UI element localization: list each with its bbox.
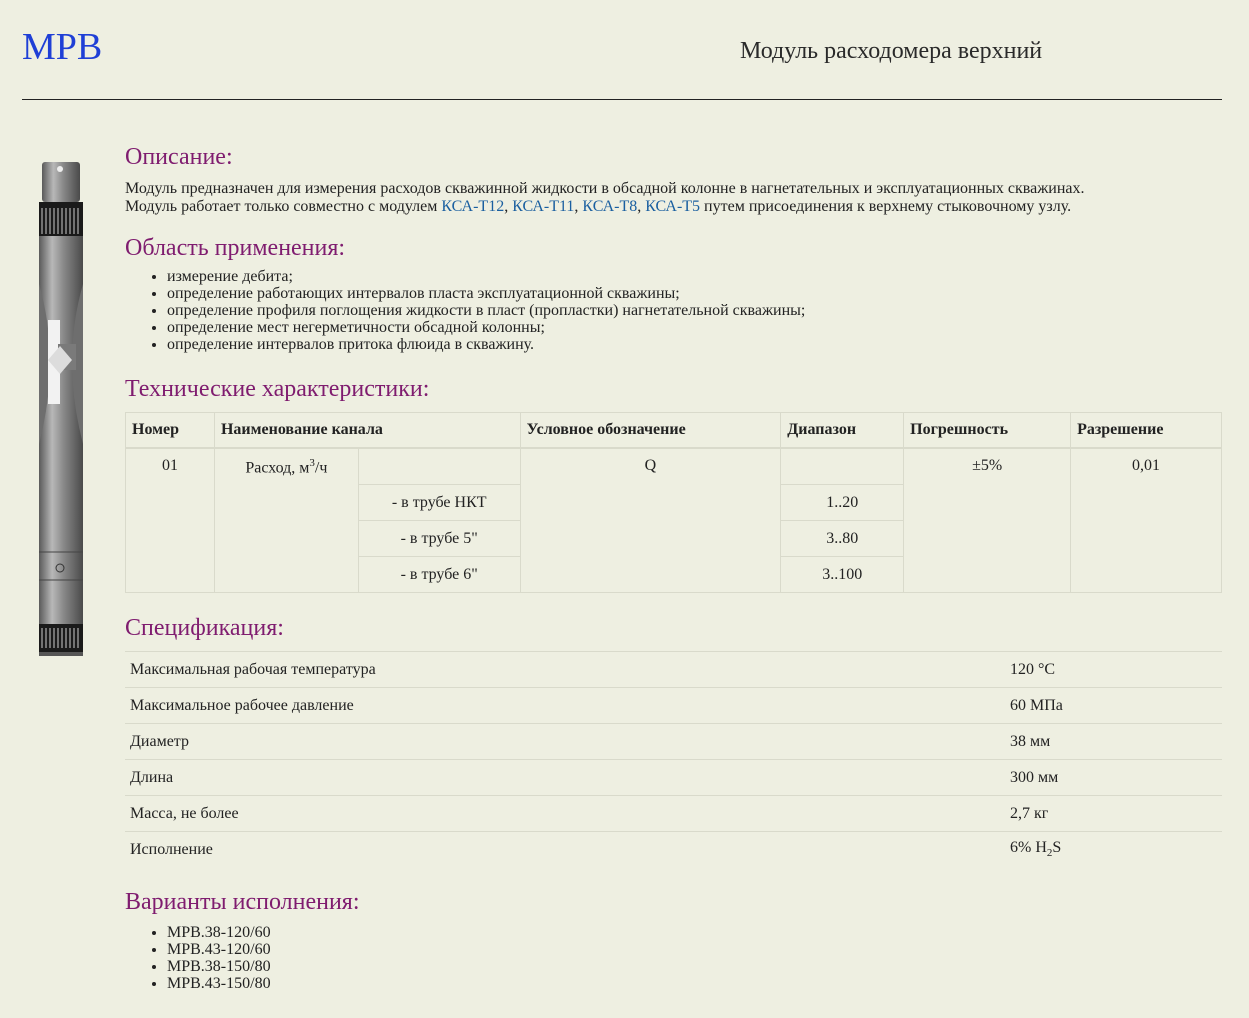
- description-heading: Описание:: [125, 144, 233, 170]
- list-item: • определение работающих интервалов пласта эксплуатационной скважины;: [167, 285, 1222, 302]
- header-divider: [22, 99, 1222, 100]
- table-row: [125, 688, 1222, 724]
- link-ksa-t8[interactable]: КСА-Т8: [582, 198, 638, 215]
- logo[interactable]: МРВ: [22, 26, 103, 68]
- link-ksa-t11[interactable]: КСА-Т11: [512, 198, 575, 215]
- table-row: [125, 652, 1222, 688]
- list-item: • МРВ.43-120/60: [167, 941, 1222, 958]
- spec-value: 6% $H_2S$: [1005, 832, 1222, 868]
- table-row: [125, 796, 1222, 832]
- spec-table: [125, 651, 1222, 867]
- cell-number: 01: [126, 448, 215, 593]
- spec-name: Масса, не более: [125, 796, 1005, 832]
- header-channel: Наименование канала: [214, 413, 520, 449]
- variants-list: [125, 924, 1222, 992]
- cell-symbol: Q: [520, 448, 781, 593]
- cell-range-empty: [781, 448, 904, 485]
- cell-range: 1..20: [781, 485, 904, 521]
- spec-name: Длина: [125, 760, 1005, 796]
- list-item: • МРВ.38-120/60: [167, 924, 1222, 941]
- header-range: Диапазон: [781, 413, 904, 449]
- application-list: [125, 268, 1222, 353]
- cell-range: 3..80: [781, 521, 904, 557]
- spec-name: Диаметр: [125, 724, 1005, 760]
- spec-heading: Спецификация:: [125, 615, 284, 641]
- table-row: [125, 760, 1222, 796]
- application-heading: Область применения:: [125, 235, 346, 261]
- cell-channel: Расход, $м^3/ч$: [214, 448, 358, 593]
- cell-subchannel-empty: [358, 448, 520, 485]
- description-line-1: Модуль предназначен для измерения расходов скважинной жидкости в обсадной колонне в нагнетательных и эксплуатационных скважинах.: [125, 180, 1085, 197]
- header-error: Погрешность: [904, 413, 1071, 449]
- list-item: • определение мест негерметичности обсадной колонны;: [167, 319, 1222, 336]
- cell-error: ±5%: [904, 448, 1071, 593]
- variants-heading: Варианты исполнения:: [125, 889, 360, 915]
- link-ksa-t5[interactable]: КСА-Т5: [645, 198, 701, 215]
- list-item: • МРВ.38-150/80: [167, 958, 1222, 975]
- tech-heading: Технические характеристики:: [125, 376, 430, 402]
- link-ksa-t12[interactable]: КСА-Т12: [441, 198, 505, 215]
- list-item: • определение профиля поглощения жидкости в пласт (пропластки) нагнетательной скважины;: [167, 302, 1222, 319]
- header-resolution: Разрешение: [1071, 413, 1222, 449]
- spec-value: 38 мм: [1005, 724, 1222, 760]
- spec-value: 2,7 кг: [1005, 796, 1222, 832]
- table-header-row: [126, 413, 1222, 449]
- spec-value: 60 МПа: [1005, 688, 1222, 724]
- table-row: [126, 448, 1222, 485]
- spec-value: 120 °C: [1005, 652, 1222, 688]
- cell-subchannel: - в трубе 6": [358, 557, 520, 593]
- spec-name: Максимальное рабочее давление: [125, 688, 1005, 724]
- list-item: • измерение дебита;: [167, 268, 1222, 285]
- cell-range: 3..100: [781, 557, 904, 593]
- main-content: [125, 140, 1222, 992]
- list-item: • определение интервалов притока флюида в скважину.: [167, 336, 1222, 353]
- tech-table: [125, 412, 1222, 593]
- spec-name: Исполнение: [125, 832, 1005, 868]
- cell-resolution: 0,01: [1071, 448, 1222, 593]
- header-number: Номер: [126, 413, 215, 449]
- cell-subchannel: - в трубе НКТ: [358, 485, 520, 521]
- page-subtitle: Модуль расходомера верхний: [740, 38, 1043, 64]
- table-row: [125, 724, 1222, 760]
- cell-subchannel: - в трубе 5": [358, 521, 520, 557]
- spec-name: Максимальная рабочая температура: [125, 652, 1005, 688]
- description-line-2: Модуль работает только совместно с модулем КСА-Т12, КСА-Т11, КСА-Т8, КСА-Т5 путем присоединения к верхнему стыковочному узлу.: [125, 198, 1072, 215]
- list-item: • МРВ.43-150/80: [167, 975, 1222, 992]
- table-row: [125, 832, 1222, 868]
- device-illustration: [36, 160, 86, 656]
- spec-value: 300 мм: [1005, 760, 1222, 796]
- header-symbol: Условное обозначение: [520, 413, 781, 449]
